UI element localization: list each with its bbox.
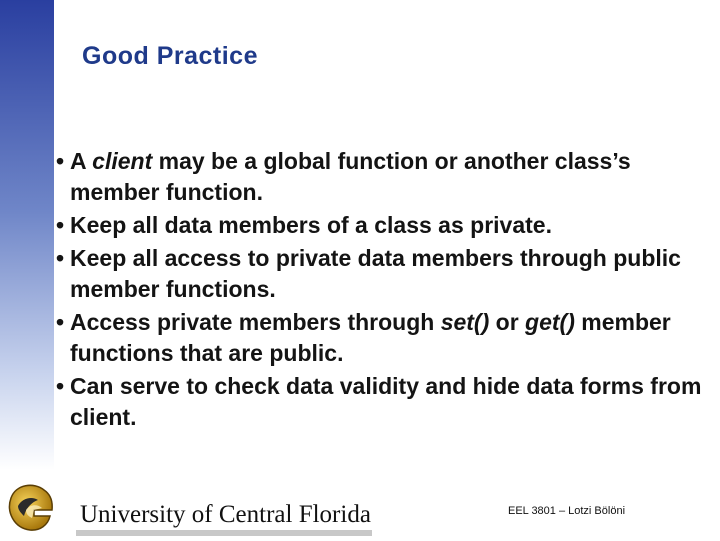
ucf-pegasus-logo-icon	[4, 480, 56, 536]
slide-title: Good Practice	[82, 42, 258, 70]
bullet-item	[56, 210, 706, 241]
course-footer-text: EEL 3801 – Lotzi Bölöni	[508, 505, 626, 517]
bullet-glyph: •	[56, 373, 65, 399]
bullet-text: Can serve to check data validity and hide data forms from client.	[70, 373, 702, 430]
bullet-item	[56, 371, 706, 433]
university-wordmark: University of Central Florida	[76, 500, 372, 536]
bullet-item	[56, 243, 706, 305]
bullet-item	[56, 307, 706, 369]
bullet-glyph: •	[56, 309, 65, 335]
bullet-glyph: •	[56, 148, 65, 174]
left-accent-bar	[0, 0, 54, 470]
bullet-text: Access private members through set() or get() member functions that are public.	[70, 309, 671, 366]
bullet-item	[56, 146, 706, 208]
bullet-glyph: •	[56, 245, 65, 271]
bullet-text: Keep all data members of a class as private.	[70, 212, 552, 238]
bullet-text: Keep all access to private data members through public member functions.	[70, 245, 681, 302]
bullet-list	[56, 146, 706, 435]
bullet-text: A client may be a global function or another class’s member function.	[70, 148, 631, 205]
bullet-glyph: •	[56, 212, 65, 238]
